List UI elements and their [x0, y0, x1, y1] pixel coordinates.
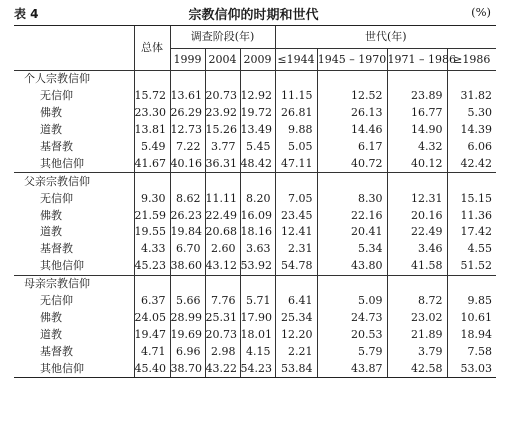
empty-cell	[205, 173, 240, 190]
empty-cell	[134, 275, 170, 292]
table-row	[14, 88, 496, 105]
table-row	[14, 309, 496, 326]
row-label: 基督教	[40, 242, 73, 256]
table-title: 宗教信仰的时期和世代	[188, 8, 319, 23]
table-row	[14, 343, 496, 360]
value-cell: 47.11	[275, 155, 317, 172]
generation-group-header: 世代(年)	[275, 26, 496, 49]
value-cell: 28.99	[170, 309, 205, 326]
row-label: 其他信仰	[14, 360, 134, 377]
value-cell: 9.88	[275, 122, 317, 139]
empty-cell	[447, 275, 496, 292]
value-cell: 20.16	[387, 207, 447, 224]
value-cell: 38.70	[170, 360, 205, 377]
value-cell: 40.16	[170, 155, 205, 172]
value-cell: 7.76	[205, 293, 240, 310]
value-cell: 2.31	[275, 241, 317, 258]
value-cell: 17.42	[447, 224, 496, 241]
empty-cell	[170, 173, 205, 190]
empty-cell	[240, 71, 275, 88]
empty-cell	[387, 71, 447, 88]
empty-cell	[170, 71, 205, 88]
empty-cell	[275, 173, 317, 190]
value-cell: 14.39	[447, 122, 496, 139]
row-label: 其他信仰	[40, 259, 84, 273]
row-label: 无信仰	[40, 191, 73, 205]
row-label: 道教	[40, 225, 62, 239]
value-cell: 4.33	[134, 241, 170, 258]
empty-cell	[447, 173, 496, 190]
value-cell: 2.21	[275, 343, 317, 360]
value-cell: 10.61	[447, 309, 496, 326]
total-header: 总体	[134, 26, 170, 71]
value-cell: 6.41	[275, 293, 317, 310]
value-cell: 45.40	[134, 360, 170, 377]
value-cell: 40.72	[317, 155, 387, 172]
value-cell: 9.30	[134, 190, 170, 207]
value-cell: 5.49	[134, 139, 170, 156]
year-header: 2004	[205, 49, 240, 71]
table-row	[14, 326, 496, 343]
empty-cell	[387, 173, 447, 190]
generation-header: 1945 – 1970	[317, 49, 387, 71]
value-cell: 23.45	[275, 207, 317, 224]
value-cell: 7.58	[447, 343, 496, 360]
value-cell: 19.84	[170, 224, 205, 241]
table-number: 表 4	[14, 7, 39, 21]
value-cell: 36.31	[205, 155, 240, 172]
value-cell: 23.30	[134, 105, 170, 122]
value-cell: 40.12	[387, 155, 447, 172]
value-cell: 4.55	[447, 241, 496, 258]
section-header-row	[14, 275, 496, 292]
value-cell: 4.71	[134, 343, 170, 360]
row-label: 佛教	[40, 106, 62, 120]
value-cell: 19.72	[240, 105, 275, 122]
value-cell: 43.80	[317, 258, 387, 275]
value-cell: 21.59	[134, 207, 170, 224]
empty-cell	[275, 275, 317, 292]
value-cell: 18.94	[447, 326, 496, 343]
value-cell: 23.92	[205, 105, 240, 122]
value-cell: 26.29	[170, 105, 205, 122]
table-row	[14, 155, 496, 172]
empty-cell	[317, 275, 387, 292]
value-cell: 6.17	[317, 139, 387, 156]
value-cell: 3.46	[387, 241, 447, 258]
value-cell: 14.90	[387, 122, 447, 139]
value-cell: 23.89	[387, 88, 447, 105]
value-cell: 41.67	[134, 155, 170, 172]
caption-row	[0, 2, 507, 24]
value-cell: 5.71	[240, 293, 275, 310]
value-cell: 13.61	[170, 88, 205, 105]
value-cell: 12.73	[170, 122, 205, 139]
value-cell: 25.34	[275, 309, 317, 326]
stub-header	[14, 26, 134, 71]
value-cell: 38.60	[170, 258, 205, 275]
value-cell: 15.15	[447, 190, 496, 207]
empty-cell	[317, 173, 387, 190]
value-cell: 20.73	[205, 326, 240, 343]
value-cell: 12.20	[275, 326, 317, 343]
value-cell: 15.72	[134, 88, 170, 105]
value-cell: 53.84	[275, 360, 317, 377]
value-cell: 6.96	[170, 343, 205, 360]
empty-cell	[134, 173, 170, 190]
value-cell: 16.09	[240, 207, 275, 224]
table-row	[14, 241, 496, 258]
table-body	[14, 71, 496, 378]
value-cell: 54.23	[240, 360, 275, 377]
value-cell: 24.73	[317, 309, 387, 326]
section-header-row	[14, 71, 496, 88]
value-cell: 22.49	[205, 207, 240, 224]
value-cell: 41.58	[387, 258, 447, 275]
row-label: 基督教	[40, 344, 73, 358]
value-cell: 20.68	[205, 224, 240, 241]
row-label: 基督教	[40, 140, 73, 153]
generation-header: ≤1944	[275, 49, 317, 71]
empty-cell	[387, 275, 447, 292]
value-cell: 7.05	[275, 190, 317, 207]
empty-cell	[170, 275, 205, 292]
value-cell: 5.30	[447, 105, 496, 122]
table-row	[14, 190, 496, 207]
value-cell: 12.52	[317, 88, 387, 105]
value-cell: 11.36	[447, 207, 496, 224]
value-cell: 3.77	[205, 139, 240, 156]
empty-cell	[134, 71, 170, 88]
empty-cell	[317, 71, 387, 88]
value-cell: 11.11	[205, 190, 240, 207]
value-cell: 13.49	[240, 122, 275, 139]
value-cell: 8.20	[240, 190, 275, 207]
value-cell: 48.42	[240, 155, 275, 172]
value-cell: 5.66	[170, 293, 205, 310]
value-cell: 12.31	[387, 190, 447, 207]
value-cell: 42.58	[387, 360, 447, 377]
value-cell: 6.37	[134, 293, 170, 310]
empty-cell	[447, 71, 496, 88]
value-cell: 24.05	[134, 309, 170, 326]
row-label: 无信仰	[40, 294, 73, 308]
value-cell: 8.72	[387, 293, 447, 310]
section-title: 个人宗教信仰	[14, 71, 134, 88]
empty-cell	[205, 275, 240, 292]
value-cell: 20.73	[205, 88, 240, 105]
value-cell: 14.46	[317, 122, 387, 139]
value-cell: 19.55	[134, 224, 170, 241]
unit-label: (%)	[471, 5, 491, 19]
value-cell: 31.82	[447, 88, 496, 105]
row-label: 道教	[40, 327, 62, 341]
value-cell: 12.41	[275, 224, 317, 241]
table-row	[14, 360, 496, 377]
table-row	[14, 207, 496, 224]
row-label: 其他信仰	[40, 156, 84, 170]
value-cell: 16.77	[387, 105, 447, 122]
value-cell: 5.34	[317, 241, 387, 258]
data-table	[14, 25, 496, 378]
value-cell: 11.15	[275, 88, 317, 105]
value-cell: 4.15	[240, 343, 275, 360]
value-cell: 6.06	[447, 139, 496, 156]
value-cell: 12.92	[240, 88, 275, 105]
value-cell: 54.78	[275, 258, 317, 275]
value-cell: 15.26	[205, 122, 240, 139]
row-label: 无信仰	[40, 89, 73, 103]
table-row	[14, 258, 496, 275]
survey-group-header: 调查阶段(年)	[170, 26, 275, 49]
value-cell: 7.22	[170, 139, 205, 156]
empty-cell	[240, 275, 275, 292]
year-header: 2009	[240, 49, 275, 71]
value-cell: 43.87	[317, 360, 387, 377]
value-cell: 6.70	[170, 241, 205, 258]
value-cell: 8.62	[170, 190, 205, 207]
table-row	[14, 105, 496, 122]
value-cell: 42.42	[447, 155, 496, 172]
value-cell: 23.02	[387, 309, 447, 326]
table-row	[14, 139, 496, 156]
year-header: 1999	[170, 49, 205, 71]
row-label: 佛教	[40, 208, 62, 222]
section-title: 父亲宗教信仰	[14, 173, 134, 190]
value-cell: 5.05	[275, 139, 317, 156]
table-row	[14, 293, 496, 310]
value-cell: 5.09	[317, 293, 387, 310]
section-header-row	[14, 173, 496, 190]
value-cell: 13.81	[134, 122, 170, 139]
row-label: 佛教	[40, 310, 62, 324]
value-cell: 53.03	[447, 360, 496, 377]
value-cell: 20.41	[317, 224, 387, 241]
value-cell: 43.22	[205, 360, 240, 377]
value-cell: 5.45	[240, 139, 275, 156]
value-cell: 26.81	[275, 105, 317, 122]
value-cell: 8.30	[317, 190, 387, 207]
value-cell: 9.85	[447, 293, 496, 310]
value-cell: 3.63	[240, 241, 275, 258]
value-cell: 18.01	[240, 326, 275, 343]
value-cell: 25.31	[205, 309, 240, 326]
value-cell: 19.47	[134, 326, 170, 343]
empty-cell	[275, 71, 317, 88]
value-cell: 3.79	[387, 343, 447, 360]
value-cell: 5.79	[317, 343, 387, 360]
value-cell: 2.98	[205, 343, 240, 360]
table-row	[14, 224, 496, 241]
value-cell: 22.16	[317, 207, 387, 224]
generation-header: ≥1986	[447, 49, 496, 71]
table-row	[14, 122, 496, 139]
value-cell: 22.49	[387, 224, 447, 241]
value-cell: 19.69	[170, 326, 205, 343]
value-cell: 20.53	[317, 326, 387, 343]
row-label: 道教	[40, 123, 62, 137]
generation-header: 1971 – 1986	[387, 49, 447, 71]
value-cell: 21.89	[387, 326, 447, 343]
empty-cell	[205, 71, 240, 88]
section-title: 母亲宗教信仰	[14, 275, 134, 292]
value-cell: 26.13	[317, 105, 387, 122]
value-cell: 53.92	[240, 258, 275, 275]
value-cell: 2.60	[205, 241, 240, 258]
value-cell: 4.32	[387, 139, 447, 156]
value-cell: 17.90	[240, 309, 275, 326]
value-cell: 18.16	[240, 224, 275, 241]
value-cell: 43.12	[205, 258, 240, 275]
value-cell: 26.23	[170, 207, 205, 224]
value-cell: 51.52	[447, 258, 496, 275]
value-cell: 45.23	[134, 258, 170, 275]
empty-cell	[240, 173, 275, 190]
